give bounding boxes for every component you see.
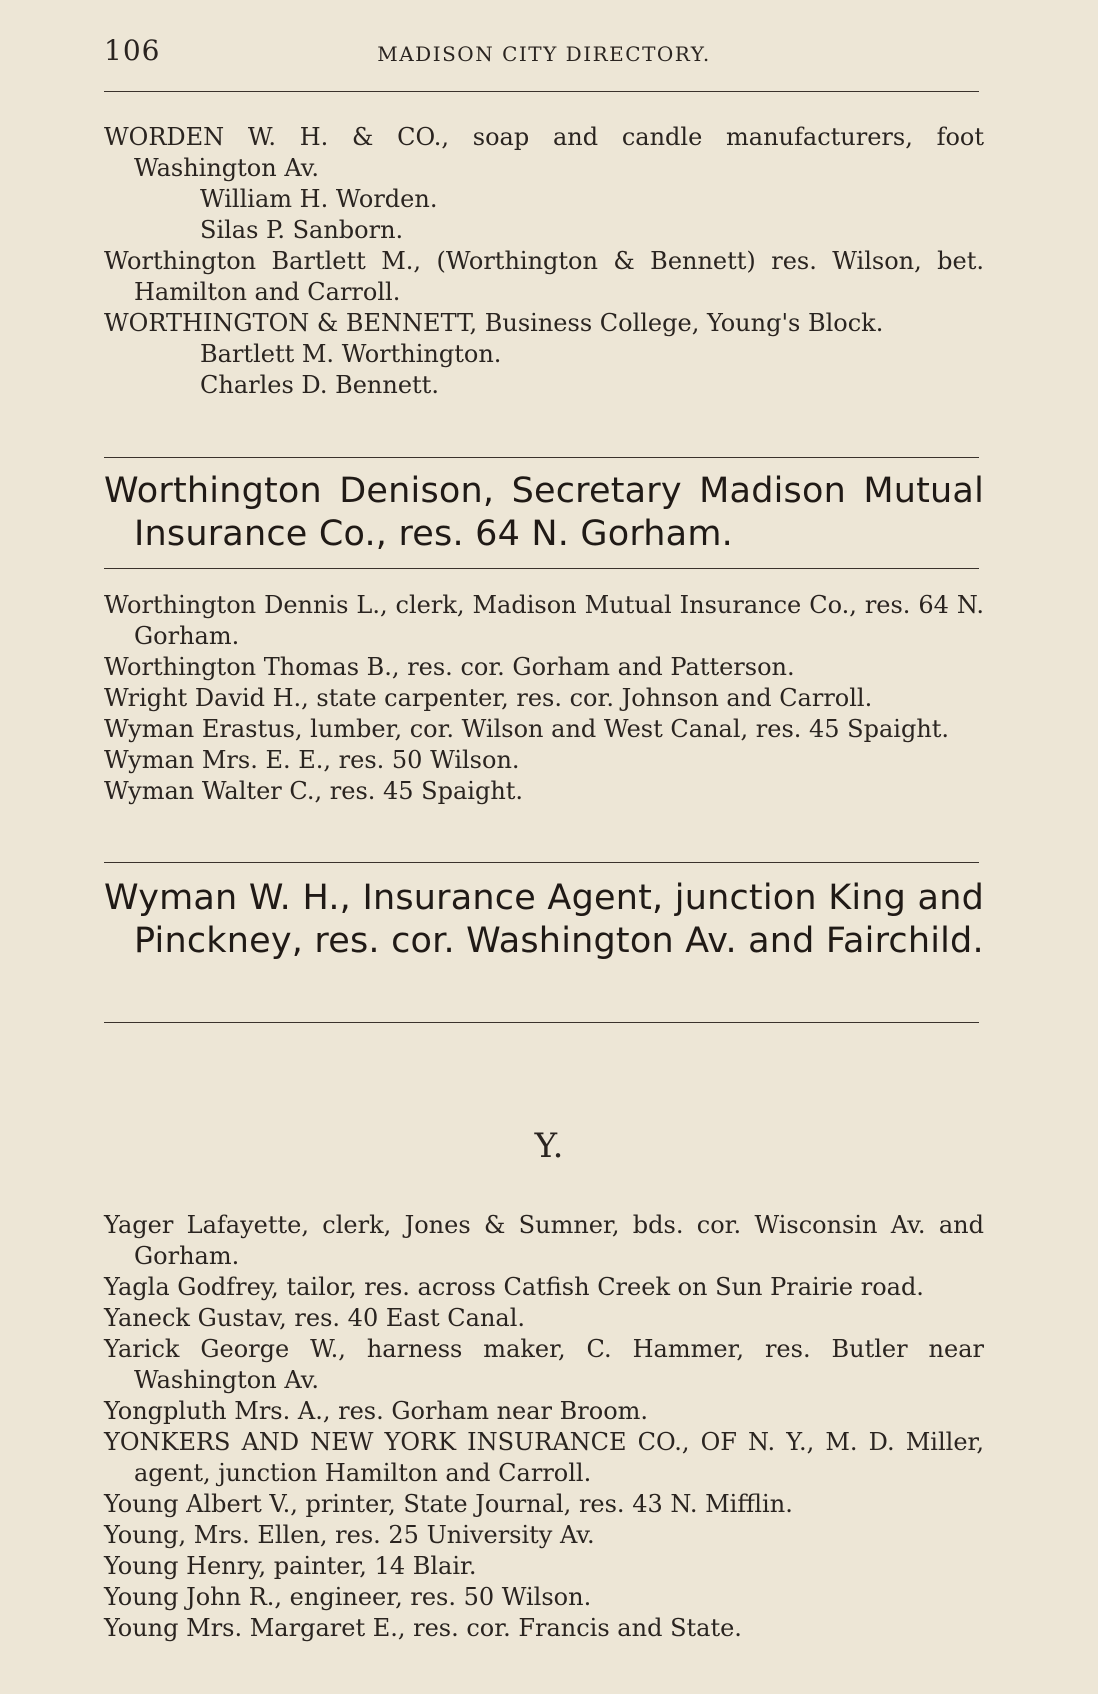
directory-entry: Yaneck Gustav, res. 40 East Canal. <box>104 1304 526 1332</box>
directory-entry: Young Mrs. Margaret E., res. cor. Francis and State. <box>104 1614 742 1642</box>
header-rule <box>104 91 979 92</box>
directory-entry: Young Henry, painter, 14 Blair. <box>104 1552 477 1580</box>
page-number: 106 <box>104 34 161 67</box>
section-rule <box>104 568 979 569</box>
display-advertisement <box>104 470 984 556</box>
entries-block-2 <box>104 590 984 807</box>
section-rule <box>104 1022 979 1023</box>
firm-member: William H. Worden. <box>200 185 438 213</box>
directory-entry: WORTHINGTON & BENNETT, Business College, Young's Block. <box>104 309 884 337</box>
entries-block-3 <box>104 1210 984 1644</box>
directory-entry: Worthington Dennis L., clerk, Madison Mutual Insurance Co., res. 64 N. Gorham. <box>104 591 984 650</box>
directory-entry: Wyman Mrs. E. E., res. 50 Wilson. <box>104 746 520 774</box>
directory-entry: Wright David H., state carpenter, res. cor. Johnson and Carroll. <box>104 684 873 712</box>
directory-entry: YONKERS AND NEW YORK INSURANCE CO., OF N. Y., M. D. Miller, agent, junction Hamilton and Carroll. <box>104 1428 984 1487</box>
page-title: MADISON CITY DIRECTORY. <box>377 42 711 66</box>
directory-entry: WORDEN W. H. & CO., soap and candle manufacturers, foot Washington Av. <box>104 123 984 182</box>
directory-entry: Wyman Walter C., res. 45 Spaight. <box>104 777 524 805</box>
display-advertisement <box>104 877 984 963</box>
section-rule <box>104 862 979 863</box>
running-head <box>104 34 984 74</box>
directory-entry: Young Albert V., printer, State Journal, res. 43 N. Mifflin. <box>104 1490 793 1518</box>
section-letter: Y. <box>534 1126 564 1166</box>
entries-block-1 <box>104 122 984 401</box>
directory-entry: Yagla Godfrey, tailor, res. across Catfish Creek on Sun Prairie road. <box>104 1273 924 1301</box>
display-entry: Wyman W. H., Insurance Agent, junction King and Pinckney, res. cor. Washington Av. and Fairchild. <box>104 878 984 961</box>
directory-entry: Young, Mrs. Ellen, res. 25 University Av. <box>104 1521 595 1549</box>
directory-entry: Worthington Thomas B., res. cor. Gorham and Patterson. <box>104 653 795 681</box>
section-rule <box>104 457 979 458</box>
directory-entry: Yongpluth Mrs. A., res. Gorham near Broom. <box>104 1397 649 1425</box>
directory-entry: Young John R., engineer, res. 50 Wilson. <box>104 1583 592 1611</box>
firm-member: Bartlett M. Worthington. <box>200 340 502 368</box>
directory-entry: Yager Lafayette, clerk, Jones & Sumner, bds. cor. Wisconsin Av. and Gorham. <box>104 1211 984 1270</box>
display-entry: Worthington Denison, Secretary Madison Mutual Insurance Co., res. 64 N. Gorham. <box>104 471 984 554</box>
firm-member: Charles D. Bennett. <box>200 371 439 399</box>
firm-member: Silas P. Sanborn. <box>200 216 404 244</box>
directory-entry: Yarick George W., harness maker, C. Hammer, res. Butler near Washington Av. <box>104 1335 984 1394</box>
directory-entry: Worthington Bartlett M., (Worthington & Bennett) res. Wilson, bet. Hamilton and Carroll. <box>104 247 984 306</box>
directory-entry: Wyman Erastus, lumber, cor. Wilson and West Canal, res. 45 Spaight. <box>104 715 950 743</box>
